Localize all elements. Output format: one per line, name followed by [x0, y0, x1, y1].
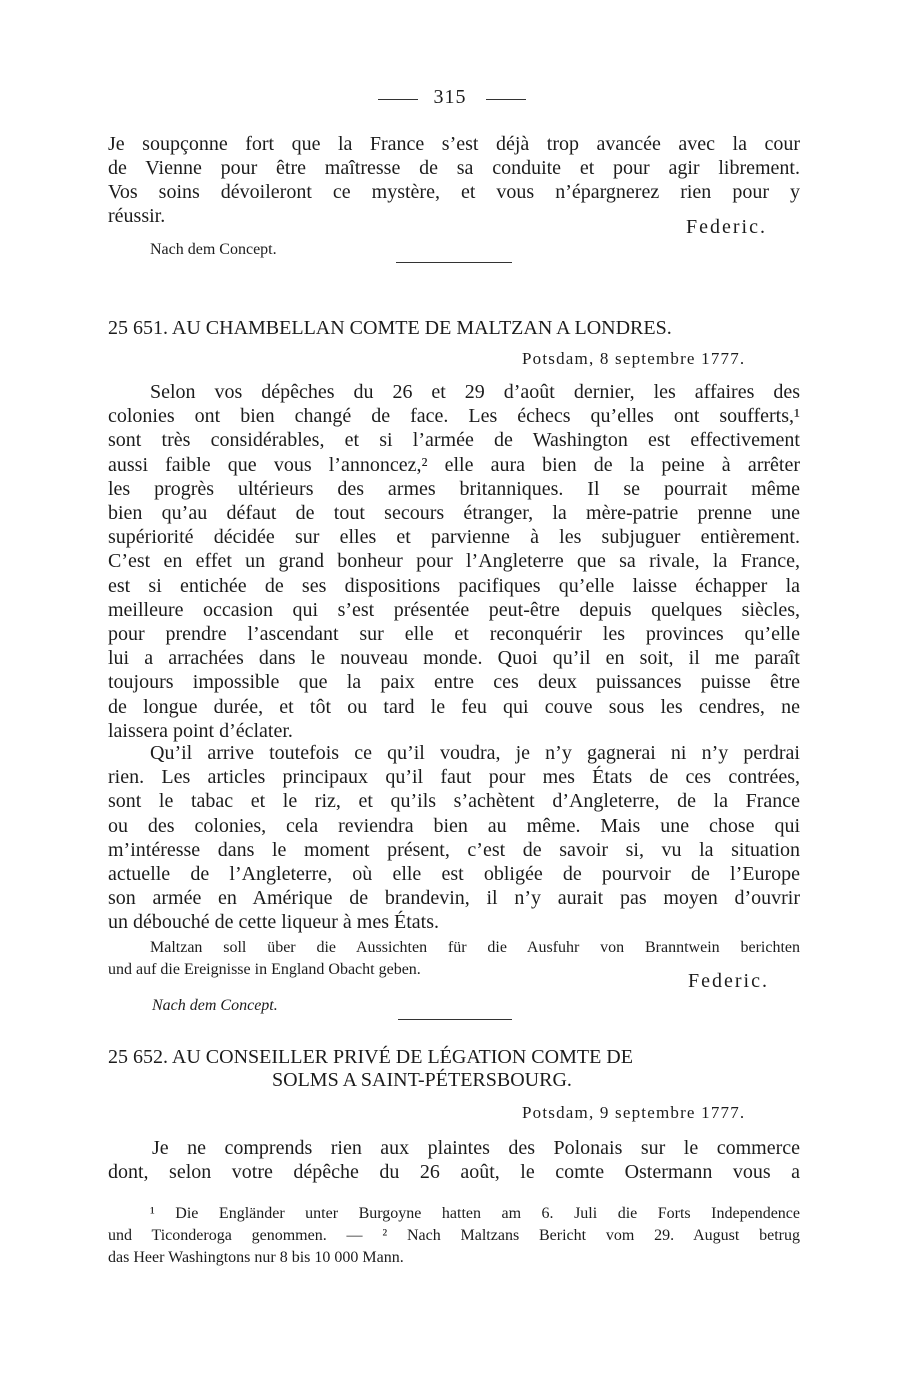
letter-heading-line-1: 25 652. AU CONSEILLER PRIVÉ DE LÉGATION COMTE DE [108, 1046, 633, 1068]
text-line: bien qu’au défaut de tout secours étranger, la mère-patrie prenne une [108, 502, 800, 524]
text-line: les progrès ultérieurs des armes britanniques. Il se pourrait même [108, 477, 800, 500]
section-divider [396, 262, 512, 263]
summary-line: und auf die Ereignisse in England Obacht geben. [108, 961, 421, 978]
text-line: Vos soins dévoileront ce mystère, et vous n’épargnerez rien pour y [108, 181, 800, 203]
signature: Federic. [686, 216, 767, 238]
page-number: 315 [433, 86, 467, 108]
footnote-line: ¹ Die Engländer unter Burgoyne hatten am 6. Juli die Forts Independence [150, 1205, 800, 1222]
text-line: Selon vos dépêches du 26 et 29 d’août dernier, les affaires des [150, 381, 800, 403]
signature: Federic. [688, 970, 769, 992]
summary-line: Maltzan soll über die Aussichten für die Ausfuhr von Branntwein berichten [150, 939, 800, 956]
text-line: sont le tabac et le riz, et qu’ils s’achètent d’Angleterre, de la France [108, 790, 800, 813]
text-line: laissera point d’éclater. [108, 719, 293, 742]
text-line: est si entichée de ses dispositions pacifiques qu’elle laisse échapper la [108, 574, 800, 597]
letter-heading: 25 651. AU CHAMBELLAN COMTE DE MALTZAN A LONDRES. [108, 317, 672, 339]
text-line: dont, selon votre dépêche du 26 août, le comte Ostermann vous a [108, 1161, 800, 1183]
text-line: de Vienne pour être maîtresse de sa conduite et pour agir librement. [108, 157, 800, 179]
text-line: lui a arrachées dans le nouveau monde. Quoi qu’il en soit, il me paraît [108, 647, 800, 670]
text-line: aussi faible que vous l’annoncez,² elle aura bien de la peine à arrêter [108, 453, 800, 476]
letter-heading-line-2: SOLMS A SAINT-PÉTERSBOURG. [272, 1069, 572, 1091]
text-line: sont très considérables, et si l’armée de Washington est effectivement [108, 429, 800, 452]
text-line: meilleure occasion qui s’est présentée peut-être depuis quelques siècles, [108, 598, 800, 621]
text-line: toujours impossible que la paix entre ces deux puissances puisse être [108, 671, 800, 694]
text-line: son armée en Amérique de brandevin, il n’y aurait pas moyen d’ouvrir [108, 887, 800, 910]
footnote-line: das Heer Washingtons nur 8 bis 10 000 Mann. [108, 1249, 404, 1266]
footnote-line: und Ticonderoga genommen. — ² Nach Maltzans Bericht vom 29. August betrug [108, 1227, 800, 1244]
text-line: Je ne comprends rien aux plaintes des Polonais sur le commerce [152, 1137, 800, 1159]
text-line: ou des colonies, cela reviendra bien au même. Mais une chose qui [108, 814, 800, 837]
letter-dateline: Potsdam, 9 septembre 1777. [522, 1103, 746, 1122]
text-line: un débouché de cette liqueur à mes États. [108, 911, 439, 934]
text-line: m’intéresse dans le moment présent, c’est de savoir si, vu la situation [108, 838, 800, 861]
section-divider [398, 1019, 512, 1020]
text-line: Qu’il arrive toutefois ce qu’il voudra, je n’y gagnerai ni n’y perdrai [150, 742, 800, 764]
text-line: réussir. [108, 205, 166, 227]
text-line: colonies ont bien changé de face. Les échecs qu’elles ont soufferts,¹ [108, 405, 800, 428]
text-line: actuelle de l’Angleterre, où elle est obligée de pourvoir de l’Europe [108, 863, 800, 885]
letter-dateline: Potsdam, 8 septembre 1777. [522, 349, 746, 368]
text-line: C’est en effet un grand bonheur pour l’Angleterre que sa rivale, la France, [108, 550, 800, 573]
text-line: supériorité décidée sur elles et parvienne à les subjuguer entièrement. [108, 526, 800, 549]
text-line: pour prendre l’ascendant sur elle et reconquérir les provinces qu’elle [108, 623, 800, 645]
page-number-dash-right [486, 99, 526, 100]
source-note: Nach dem Concept. [152, 997, 278, 1014]
source-note: Nach dem Concept. [150, 241, 277, 258]
text-line: Je soupçonne fort que la France s’est déjà trop avancée avec la cour [108, 133, 800, 155]
text-line: rien. Les articles principaux qu’il faut pour mes États de ces contrées, [108, 766, 800, 789]
text-line: de longue durée, et tôt ou tard le feu qui couve sous les cendres, ne [108, 695, 800, 718]
